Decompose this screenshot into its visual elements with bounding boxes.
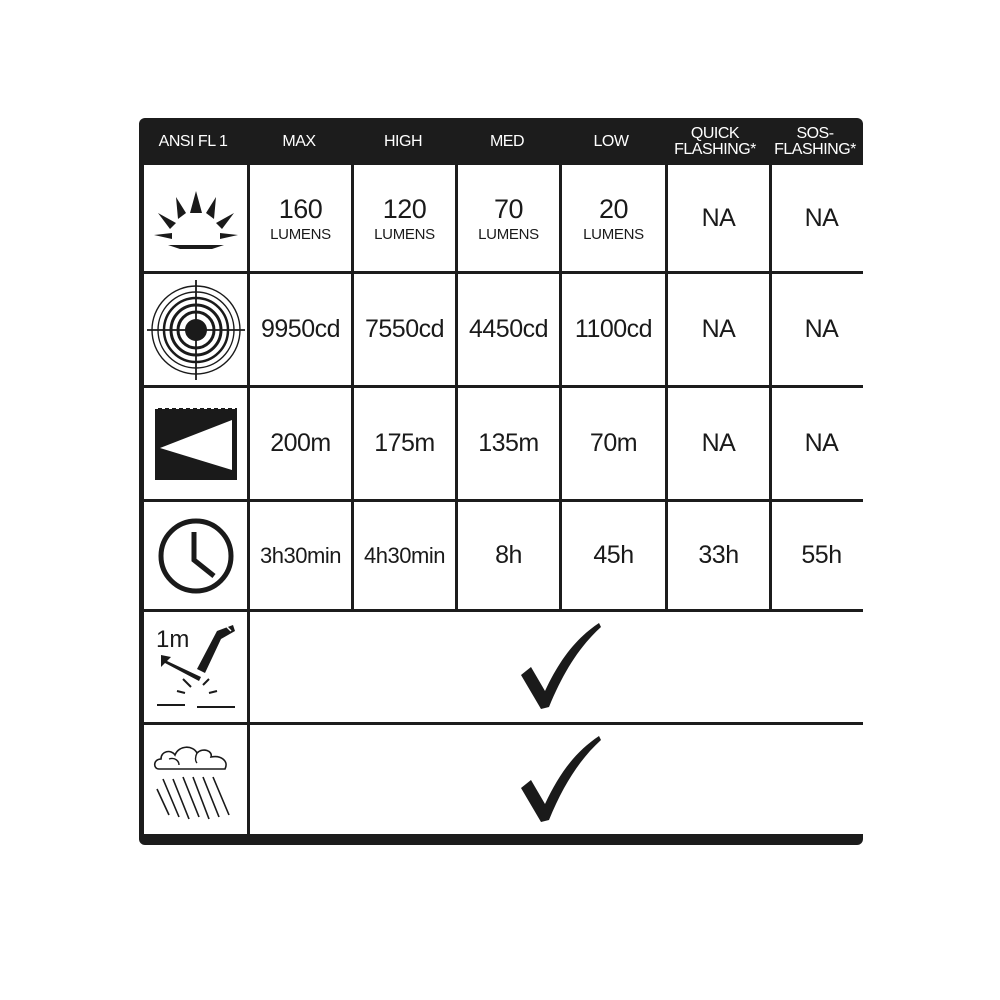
- intensity-sos-flashing: NA: [772, 274, 871, 385]
- impact-resistance-value: [250, 612, 871, 722]
- clock-icon: [144, 502, 247, 609]
- runtime-quick-flashing: 33h: [668, 502, 769, 609]
- runtime-sos-flashing: 55h: [772, 502, 871, 609]
- intensity-low: 1100cd: [562, 274, 665, 385]
- lumens-sos-flashing: NA: [772, 165, 871, 271]
- intensity-max: 9950cd: [250, 274, 351, 385]
- distance-max: 200m: [250, 388, 351, 499]
- lumens-quick-flashing: NA: [668, 165, 769, 271]
- table-header: [139, 118, 863, 165]
- drop-impact-icon: [144, 612, 247, 722]
- runtime-high: 4h30min: [354, 502, 455, 609]
- table-body: [144, 165, 858, 839]
- header-max: MAX: [282, 132, 316, 150]
- spec-table: [139, 118, 863, 845]
- distance-sos-flashing: NA: [772, 388, 871, 499]
- drop-height-label: 1m: [156, 626, 190, 653]
- distance-med: 135m: [458, 388, 559, 499]
- sun-burst-icon: [144, 165, 247, 271]
- intensity-high: 7550cd: [354, 274, 455, 385]
- runtime-max: 3h30min: [250, 502, 351, 609]
- header-standard: ANSI FL 1: [158, 132, 228, 150]
- header-high: HIGH: [384, 132, 422, 150]
- rain-cloud-icon: [144, 725, 247, 834]
- distance-quick-flashing: NA: [668, 388, 769, 499]
- header-quick-flashing: QUICK FLASHING*: [674, 124, 756, 158]
- distance-high: 175m: [354, 388, 455, 499]
- header-sos-flashing: SOS- FLASHING*: [774, 124, 856, 158]
- beam-distance-icon: [144, 388, 247, 499]
- header-med: MED: [489, 132, 525, 150]
- lumens-med: 70 LUMENS: [458, 165, 559, 271]
- runtime-low: 45h: [562, 502, 665, 609]
- water-resistance-value: [250, 725, 871, 834]
- header-low: LOW: [593, 132, 629, 150]
- intensity-quick-flashing: NA: [668, 274, 769, 385]
- target-icon: [144, 274, 247, 385]
- checkmark-icon: [519, 621, 603, 713]
- lumens-max: 160 LUMENS: [250, 165, 351, 271]
- distance-low: 70m: [562, 388, 665, 499]
- intensity-med: 4450cd: [458, 274, 559, 385]
- lumens-low: 20 LUMENS: [562, 165, 665, 271]
- lumens-high: 120 LUMENS: [354, 165, 455, 271]
- checkmark-icon: [519, 734, 603, 826]
- runtime-med: 8h: [458, 502, 559, 609]
